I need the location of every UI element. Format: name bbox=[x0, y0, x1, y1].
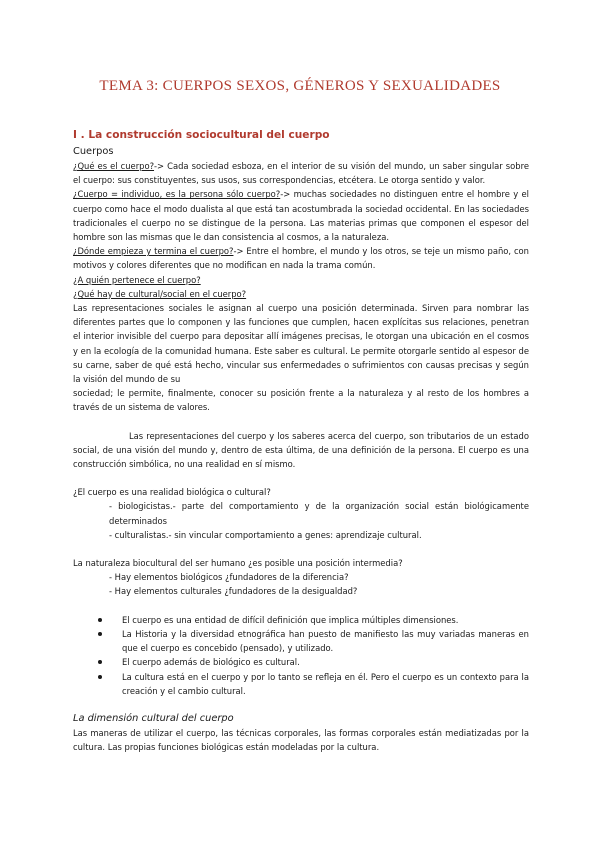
paragraph-dimension: Las maneras de utilizar el cuerpo, las técnicas corporales, las formas corporales están mediatizadas por la cultura. Las propias funciones biológicas están modeladas por la cultura. bbox=[73, 727, 529, 753]
question-paragraph-3 bbox=[73, 244, 529, 272]
question-5: ¿Qué hay de cultural/social en el cuerpo? bbox=[73, 288, 247, 299]
paragraph-representations: Las representaciones sociales le asignan al cuerpo una posición determinada. Sirven para nombrar las diferentes partes que lo componen y las funciones que cumplen, hacen explícitas sus relaciones, penetran el interior invisible del cuerpo para depositar allí imágenes precisas, le otorgan una ubicación en el cosmos y en la ecología de la comunidad humana. Este saber es cultural. Le permite otorgarle sentido al espesor de su carne, saber de qué está hecho, vincular sus enfermedades o sufrimientos con causas precisas y según la visión del mundo de su bbox=[73, 303, 529, 385]
page-title: TEMA 3: CUERPOS SEXOS, GÉNEROS Y SEXUALIDADES bbox=[99, 78, 501, 94]
list-item: La cultura está en el cuerpo y por lo tanto se refleja en él. Pero el cuerpo es un contexto para la creación y el cambio cultural. bbox=[109, 670, 529, 698]
bullet-list bbox=[73, 613, 529, 698]
section-heading: I . La construcción sociocultural del cuerpo bbox=[73, 129, 330, 141]
list-item: La Historia y la diversidad etnográfica han puesto de manifiesto las muy variadas maneras en que el cuerpo es concebido (pensado), y utilizado. bbox=[109, 627, 529, 655]
question-1: ¿Qué es el cuerpo? bbox=[73, 161, 155, 171]
list-item-biologicistas: - biologicistas.- parte del comportamiento y de la organización social están biológicamente determinados bbox=[109, 501, 529, 526]
answer-1: -> Cada sociedad esboza, en el interior de su visión del mundo, un saber singular sobre el cuerpo: sus constituyentes, sus usos, sus correspondencias, etcétera. Le otorga sentido y valor. bbox=[73, 161, 529, 186]
subheading-cuerpos: Cuerpos bbox=[73, 146, 114, 157]
list-item-culturales: - Hay elementos culturales ¿fundadores de la desigualdad? bbox=[109, 586, 358, 597]
answer-2: -> muchas sociedades no distinguen entre el hombre y el cuerpo como hace el modo dualista al que está tan acostumbrada la sociedad occidental. En las sociedades tradicionales el cuerpo no se distingue de la persona. Las materias primas que componen el espesor del hombre son las mismas que le dan consistencia al cosmos, a la naturaleza. bbox=[73, 189, 529, 243]
list-item-biologicos: - Hay elementos biológicos ¿fundadores de la diferencia? bbox=[109, 572, 349, 583]
question-6: ¿El cuerpo es una realidad biológica o cultural? bbox=[73, 487, 271, 498]
paragraph-symbolic: Las representaciones del cuerpo y los saberes acerca del cuerpo, son tributarios de un estado social, de una visión del mundo y, dentro de esta última, de una definición de la persona. El cuerpo es una construcción simbólica, no una realidad en sí mismo. bbox=[73, 430, 529, 470]
list-item-culturalistas: - culturalistas.- sin vincular comportamiento a genes: aprendizaje cultural. bbox=[109, 529, 422, 540]
subheading-dimension: La dimensión cultural del cuerpo bbox=[73, 712, 234, 724]
question-2: ¿Cuerpo = individuo, es la persona sólo cuerpo? bbox=[73, 189, 281, 200]
document-body bbox=[73, 128, 529, 754]
paragraph-representations-cont: sociedad; le permite, finalmente, conocer su posición frente a la naturaleza y al resto de los hombres a través de un sistema de valores. bbox=[73, 388, 529, 413]
list-item: El cuerpo además de biológico es cultural. bbox=[109, 655, 529, 669]
question-paragraph-1 bbox=[73, 159, 529, 187]
answer-3: -> Entre el hombre, el mundo y los otros, se teje un mismo paño, con motivos y colores diferentes que no modifican en nada la trama común. bbox=[73, 246, 529, 271]
question-3: ¿Dónde empieza y termina el cuerpo? bbox=[73, 246, 234, 257]
question-paragraph-2 bbox=[73, 187, 529, 244]
question-4: ¿A quién pertenece el cuerpo? bbox=[73, 274, 201, 285]
question-7: La naturaleza biocultural del ser humano ¿es posible una posición intermedia? bbox=[73, 558, 403, 569]
list-item: El cuerpo es una entidad de difícil definición que implica múltiples dimensiones. bbox=[109, 613, 529, 627]
